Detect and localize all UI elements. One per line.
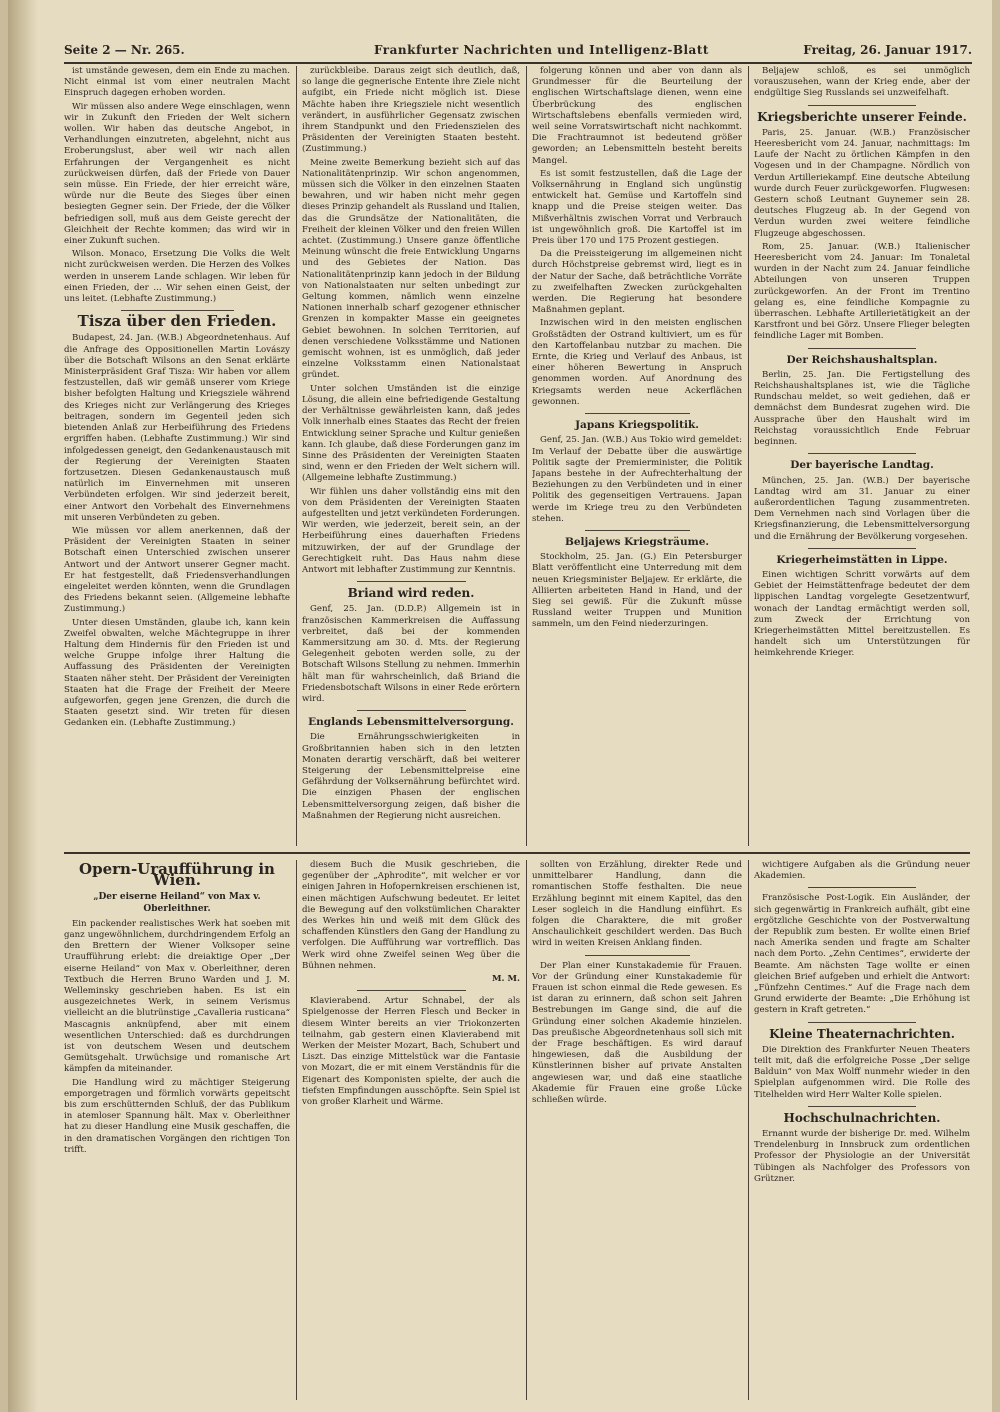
column-1 <box>64 66 290 846</box>
article-text: Wie müssen vor allem anerkennen, daß der Präsident der Vereinigten Staaten in seiner Botschaft einen Unterschied zwischen unserer Antwort und der Antwort unserer Gegner macht. Er hat festgestellt, daß Friedensverhandlungen eingeleitet werden könnten, wenn die Grundlagen des Friedens bekannt seien. (Allgemeine lebhafte Zustimmung.) <box>64 525 290 615</box>
article-text: Die Handlung wird zu mächtiger Steigerung emporgetragen und förmlich vorwärts gepeitscht bis zum erschütternden Schluß, der das Publikum in atemloser Spannung hält. Max v. Oberleithner hat zu dieser Handlung eine Musik geschaffen, die in den dramatischen Vorgängen den richtigen Ton trifft. <box>64 1077 290 1155</box>
column-rule <box>296 860 297 1400</box>
divider <box>808 1106 916 1107</box>
article-text: sollten von Erzählung, direkter Rede und unmittelbarer Handlung, dann die romantischen Stoffe festhalten. Die neue Erzählung beginnt mit einem Kapitel, das den Leser sogleich in die Handlung einführt. Es folgen die Charaktere, die mit großer Anschaulichkeit geschildert werden. Das Buch wird in weiten Kreisen Anklang finden. <box>532 860 742 949</box>
lower-column-2 <box>302 860 520 1400</box>
headline-university: Hochschulnachrichten. <box>783 1110 941 1125</box>
column-4 <box>754 66 970 846</box>
article-text: Klavierabend. Artur Schnabel, der als Spielgenosse der Herren Flesch und Becker in diesem Winter bereits an vier Triokonzerten teilnahm, gab gestern einen Klavierabend mit Werken der Meister Mozart, Bach, Schubert und Liszt. Das einzige Mittelstück war die Fantasie von Mozart, die er mit einem Verständnis für die Eigenart des Komponisten spielte, der auch die tiefsten Empfindungen ausschöpfte. Sein Spiel ist von großer Klarheit und Wärme. <box>302 996 520 1108</box>
lower-column-1 <box>64 860 290 1400</box>
page-number: Seite 2 — Nr. 265. <box>64 43 185 57</box>
article-text: Paris, 25. Januar. (W.B.) Französischer Heeresbericht vom 24. Januar, nachmittags: Im Laufe der Nacht zu örtlichen Kämpfen in den Vogesen und in der Champagne. Nördlich von Verdun Artilleriekampf. Eine deutsche Abteilung wurde durch Feuer zurückgeworfen. Flugwesen: Gestern schoß Leutnant Guynemer sein 28. deutsches Flugzeug ab. In der Gegend von Verdun wurden zwei weitere feindliche Flugzeuge abgeschossen. <box>754 127 970 239</box>
column-rule <box>748 66 749 846</box>
headline-budget: Der Reichshaushaltsplan. <box>786 353 938 366</box>
headline-japan: Japans Kriegspolitik. <box>575 419 699 432</box>
divider <box>585 413 690 414</box>
article-text: Die Direktion des Frankfurter Neuen Theaters teilt mit, daß die erfolgreiche Posse „Der selige Balduin“ von Max Wolff nunmehr wieder in den Spielplan aufgenommen wird. Die Rolle des Titelhelden wird Herr Walter Kolle spielen. <box>754 1044 970 1100</box>
lower-column-4 <box>754 860 970 1400</box>
article-text: Wilson. Monaco, Ersetzung Die Volks die Welt nicht zurückweisen werden. Die Herzen des Volkes werden in unserem Lande schlagen. Wir leben für einen Frieden, der ... Wir sehen einen Geist, der uns leitet. (Lebhafte Zustimmung.) <box>64 249 290 305</box>
newspaper-title: Frankfurter Nachrichten und Intelligenz-Blatt <box>374 43 709 57</box>
article-text: Rom, 25. Januar. (W.B.) Italienischer Heeresbericht vom 24. Januar: Im Tonaletal wurden in der Nacht zum 24. Januar feindliche Abteilungen von unseren Truppen zurückgeworfen. An der Front im Trentino gelang es, eine feindliche Kompagnie zu überraschen. Lebhafte Artillerietätigkeit an der Karstfront und bei Görz. Unsere Flieger belegten feindliche Lager mit Bomben. <box>754 241 970 342</box>
headline-theater: Kleine Theaternachrichten. <box>769 1026 955 1041</box>
article-text: wichtigere Aufgaben als die Gründung neuer Akademien. <box>754 860 970 882</box>
headline-briand: Briand wird reden. <box>347 586 475 601</box>
article-text: folgerung können und aber von dann als Grundmesser für die Beurteilung der englischen Wirtschaftslage dienen, wenn eine Überbrückung des englischen Wirtschaftslebens ebenfalls vermieden wird, weil seine Vorratswirtschaft nicht nachkommt. Die Frachtraumnot ist bedeutend größer geworden; an Lebensmitteln besteht bereits Mangel. <box>532 66 742 166</box>
article-text: Da die Preissteigerung im allgemeinen nicht durch Höchstpreise gebremst wird, liegt es in der Natur der Sache, daß beträchtliche Vorräte zu zweifelhaften Zwecken zurückgehalten werden. Die Regierung hat besondere Maßnahmen geplant. <box>532 249 742 316</box>
article-text: Ernannt wurde der bisherige Dr. med. Wilhelm Trendelenburg in Innsbruck zum ordentlichen Professor der Physiologie an der Universität Tübingen als Nachfolger des Professors von Grützner. <box>754 1129 970 1184</box>
headline-enemy-reports: Kriegsberichte unserer Feinde. <box>757 109 967 124</box>
article-text: Meine zweite Bemerkung bezieht sich auf das Nationalitätenprinzip. Wir schon angenommen, müssen sich die Völker in den einzelnen Staaten bewahren, und wir haben nicht mehr gegen dieses Prinzip gehandelt als Russland und Italien, das die Grundsätze der Nationalitäten, die Freiheit der kleinen Völker und den freien Willen achtet. (Zustimmung.) Unsere ganze öffentliche Meinung wünscht die freie Entwicklung Ungarns und des Gebietes der Nation. Das Nationalitätenprinzip kann jedoch in der Bildung von Nationalstaaten nur selten unbedingt zur Geltung kommen, nämlich wenn einzelne Nationen innerhalb scharf gezogener ethnischer Grenzen in kompakter Masse ein geeignetes Gebiet bewohnen. In solchen Territorien, auf denen verschiedene Volksstämme und Nationen gemischt wohnen, ist es unmöglich, daß jeder einzelne Volksstamm einen Nationalstaat gründet. <box>302 157 520 381</box>
column-rule <box>526 66 527 846</box>
opera-subtitle: „Der eiserne Heiland“ von Max v. Oberleithner. <box>93 892 261 914</box>
headline-tisza: Tisza über den Frieden. <box>77 312 277 331</box>
divider <box>585 530 690 531</box>
headline-england: Englands Lebensmittelversorgung. <box>308 716 514 729</box>
divider <box>808 548 916 549</box>
page-binding-edge <box>8 0 38 1412</box>
article-text: Französische Post-Logik. Ein Ausländer, der sich gegenwärtig in Frankreich aufhält, gibt eine ergötzliche Geschichte von der Postverwaltung der Republik zum besten. Er wollte einen Brief nach Amerika senden und fragte am Schalter nach dem Porto. „Zehn Centimes“, erwiderte der Beamte. Am nächsten Tage wollte er einen gleichen Brief aufgeben und erhielt die Antwort: „Fünfzehn Centimes.“ Auf die Frage nach dem Grund erwiderte der Beamte: „Die Erhöhung ist gestern in Kraft getreten.“ <box>754 893 970 1016</box>
divider <box>357 581 466 582</box>
column-rule <box>526 860 527 1400</box>
article-text: diesem Buch die Musik geschrieben, die gegenüber der „Aphrodite“, mit welcher er vor einigen Jahren in Hofopernkreisen erschienen ist, einen mächtigen Aufschwung bedeutet. Er leitet die Bewegung auf den volkstümlichen Charakter des Werkes hin und weiß mit dem Glück des schaffenden Künstlers den Gang der Handlung zu verfolgen. Die Aufführung war vortrefflich. Das Werk wird ohne Zweifel seinen Weg über die Bühnen nehmen. <box>302 860 520 971</box>
divider <box>808 887 916 888</box>
divider <box>808 348 916 349</box>
column-2 <box>302 66 520 846</box>
divider <box>357 710 466 711</box>
article-text: Einen wichtigen Schritt vorwärts auf dem Gebiet der Heimstättenfrage bedeutet der dem lippischen Landtag vorgelegte Gesetzentwurf, wonach der Landtag ermächtigt werden soll, zum Zweck der Errichtung von Kriegerheimstätten Mittel bereitzustellen. Es handelt sich um Unterstützungen für heimkehrende Krieger. <box>754 569 970 659</box>
article-text: Wir müssen also andere Wege einschlagen, wenn wir in Zukunft den Frieden der Welt sichern wollen. Wir haben das deutsche Angebot, in Verhandlungen einzutreten, abgelehnt, nicht aus Eroberungslust, aber weil wir nach allen Erfahrungen der Vergangenheit es nicht zurückweisen dürfen, daß der Friede von Dauer sein müsse. Ein Friede, der hier erreicht wäre, würde nur die Beute des Sieges über einen besiegten Gegner sein. Der Friede, der die Völker befriedigen soll, muß aus dem Geiste gerecht der Gleichheit der Rechte kommen; das wird wir in einer Zukunft suchen. <box>64 101 290 247</box>
article-text: Wir fühlen uns daher vollständig eins mit den von dem Präsidenten der Vereinigten Staaten aufgestellten und jetzt verkündeten Forderungen. Wir werden, wie jederzeit, bereit sein, an der Herbeiführung eines dauerhaften Friedens mitzuwirken, der auf der Grundlage der Gerechtigkeit ruht. Das Haus nahm diese Antwort mit lebhafter Zustimmung zur Kenntnis. <box>302 486 520 575</box>
article-text: Der Plan einer Kunstakademie für Frauen. Vor der Gründung einer Kunstakademie für Frauen ist schon einmal die Rede gewesen. Es ist daran zu erinnern, daß schon seit Jahren Bestrebungen im Gange sind, die auf die Gründung einer solchen Akademie hinzielen. Das preußische Abgeordnetenhaus soll sich mit der Frage beschäftigen. Es wird darauf hingewiesen, daß die Ausbildung der Künstlerinnen bisher auf private Anstalten angewiesen war, und daß eine staatliche Akademie für Frauen eine große Lücke schließen würde. <box>532 960 742 1106</box>
article-text: Die Ernährungsschwierigkeiten in Großbritannien haben sich in den letzten Monaten derartig verschärft, daß bei weiterer Steigerung der Lebensmittelpreise eine Gefährdung der Volksernährung befürchtet wird. Die einzigen Phasen der englischen Lebensmittelversorgung zeigen, daß bisher die Maßnahmen der Regierung nicht ausreichen. <box>302 732 520 821</box>
divider <box>121 310 234 311</box>
article-text: zurückbleibe. Daraus zeigt sich deutlich, daß, so lange die gegnerische Entente ihre Ziele nicht aufgibt, ein Friede nicht möglich ist. Diese Mächte haben ihre Kriegsziele nicht wesentlich verändert, in ausführlicher Gegensatz zwischen ihrem Standpunkt und den Friedenszielen des Präsidenten der Vereinigten Staaten besteht. (Zustimmung.) <box>302 66 520 155</box>
article-text: Berlin, 25. Jan. Die Fertigstellung des Reichshaushaltsplanes ist, wie die Tägliche Rundschau meldet, so weit gediehen, daß er demnächst dem Bundesrat zugehen wird. Die Aussprache über den Haushalt wird im Reichstag voraussichtlich Ende Februar beginnen. <box>754 369 970 448</box>
column-3 <box>532 66 742 846</box>
article-text: Unter diesen Umständen, glaube ich, kann kein Zweifel obwalten, welche Mächtegruppe in ihrer Haltung dem Hindernis für den Frieden ist und welche Gruppe infolge ihrer Haltung die Auffassung des Präsidenten der Vereinigten Staaten näher steht. Der Präsident der Vereinigten Staaten hat die Frage der Freiheit der Meere aufgeworfen, gegen jene Grenzen, die durch die Staaten gesetzt sind. Wir treten für diesen Gedanken ein. (Lebhafte Zustimmung.) <box>64 617 290 729</box>
divider <box>357 990 466 991</box>
headline-beljajew: Beljajews Kriegsträume. <box>564 535 710 548</box>
author-signature: M. M. <box>491 974 520 985</box>
article-text: Es ist somit festzustellen, daß die Lage der Volksernährung in England sich ungünstig entwickelt hat. Gemüse und Kartoffeln sind knapp und die Preise steigen weiter. Das Mißverhältnis zwischen Vorrat und Verbrauch ist ungewöhnlich groß. Die Kartoffel ist im Preis über 170 und 175 Prozent gestiegen. <box>532 168 742 247</box>
divider <box>808 105 916 106</box>
article-text: Ein packender realistisches Werk hat soeben mit ganz ungewöhnlichem, durchdringendem Erfolg an den Brettern der Wiener Volksoper seine Uraufführung erlebt: die dreiaktige Oper „Der eiserne Heiland“ von Max v. Oberleithner, deren Textbuch die Herren Bruno Warden und J. M. Welleminsky geschrieben haben. Es ist ein ausgezeichnetes Werk, in seinem Verismus vielleicht an die blutrünstige „Cavalleria rusticana“ Mascagnis anknüpfend, aber mit einem wesentlichen Unterschied: daß es durchdrungen ist von deutschem Wesen und deutschem Gemütsgehalt. Urwüchsige und romanische Art kämpfen da miteinander. <box>64 918 290 1075</box>
article-text: Genf, 25. Jan. (D.D.P.) Allgemein ist in französischen Kammerkreisen die Auffassung verbreitet, daß bei der kommenden Kammersitzung am 30. d. Mts. der Regierung Gelegenheit geboten werden solle, zu der Botschaft Wilsons Stellung zu nehmen. Immerhin hält man für wahrscheinlich, daß Briand die Friedensbotschaft Wilsons in einer Rede erörtern wird. <box>302 604 520 704</box>
article-text: Unter solchen Umständen ist die einzige Lösung, die allein eine befriedigende Gestaltung der Verhältnisse gewährleisten kann, daß jedes Volk innerhalb eines Staates das Recht der freien Entwicklung seiner Sprache und Kultur genießen kann. Ich glaube, daß diese Forderungen ganz im Sinne des Präsidenten der Vereinigten Staaten sind, wenn er den Frieden der Welt sichern will. (Allgemeine lebhafte Zustimmung.) <box>302 383 520 484</box>
article-text: ist umstände gewesen, dem ein Ende zu machen. Nicht einmal ist vom einer neutralen Macht Einspruch dagegen erhoben worden. <box>64 66 290 99</box>
headline-landtag: Der bayerische Landtag. <box>790 459 934 472</box>
article-text: Budapest, 24. Jan. (W.B.) Abgeordnetenhaus. Auf die Anfrage des Oppositionellen Martin Lovászy über die Botschaft Wilsons an den Senat erklärte Ministerpräsident Graf Tisza: Wir haben vor allem festzustellen, daß wir gemäß unserer vom Kriege bisher befolgten Haltung und Kriegsziele während des Krieges nicht zur Verlängerung des Krieges beitragen, sondern im Gegenteil jeden sich bietenden Anlaß zur Herbeiführung des Friedens ergriffen haben. (Lebhafte Zustimmung.) Wir sind infolgedessen geneigt, den Gedankenaustausch mit der Regierung der Vereinigten Staaten fortzusetzen. Diesen Gedankenaustausch muß natürlich im Einvernehmen mit unseren Verbündeten erfolgen. Wir sind jederzeit bereit, einer Antwort den Vorbehalt des Einvernehmens mit unseren Verbündeten zu geben. <box>64 333 290 523</box>
issue-date: Freitag, 26. Januar 1917. <box>803 43 972 57</box>
divider <box>808 1022 916 1023</box>
column-rule <box>748 860 749 1400</box>
divider <box>585 955 690 956</box>
article-text: Inzwischen wird in den meisten englischen Großstädten der Ostrand kultiviert, um es für den Kartoffelanbau nutzbar zu machen. Die Ernte, die Krieg und Verlauf des Anbaus, ist einer höheren Bewertung in Anspruch genommen worden. Auf Anordnung des Kriegsamts werden neue Ackerflächen gewonnen. <box>532 318 742 407</box>
article-text: Beljajew schloß, es sei unmöglich vorauszusehen, wann der Krieg ende, aber der endgültige Sieg Russlands sei unzweifelhaft. <box>754 66 970 99</box>
newspaper-page <box>8 0 992 1412</box>
headline-lippe: Kriegerheimstätten in Lippe. <box>776 553 948 566</box>
lower-column-3 <box>532 860 742 1400</box>
divider <box>808 453 916 454</box>
feuilleton-rule <box>64 852 970 854</box>
headline-opera: Opern-Uraufführung in Wien. <box>79 860 275 890</box>
column-rule <box>296 66 297 846</box>
article-text: Stockholm, 25. Jan. (G.) Ein Petersburger Blatt veröffentlicht eine Unterredung mit dem neuen Kriegsminister Beljajew. Er erklärte, die Alliierten arbeiteten Hand in Hand, und der Sieg sei gewiß. Für die Zukunft müsse Russland weiter Truppen und Munition sammeln, um den Feind niederzuringen. <box>532 552 742 630</box>
page-header <box>64 40 972 64</box>
article-text: Genf, 25. Jan. (W.B.) Aus Tokio wird gemeldet: Im Verlauf der Debatte über die auswärtige Politik sagte der Premierminister, die Politik Japans bestehe in der Aufrechterhaltung der Beziehungen zu den Verbündeten und in einer Politik des gegenseitigen Vertrauens. Japan werde im Kriege treu zu den Verbündeten stehen. <box>532 435 742 524</box>
article-text: München, 25. Jan. (W.B.) Der bayerische Landtag wird am 31. Januar zu einer außerordentlichen Tagung zusammentreten. Dem Vernehmen nach sind Vorlagen über die Kriegsfinanzierung, die Lebensmittelversorgung und die Ernährung der Bevölkerung vorgesehen. <box>754 475 970 542</box>
